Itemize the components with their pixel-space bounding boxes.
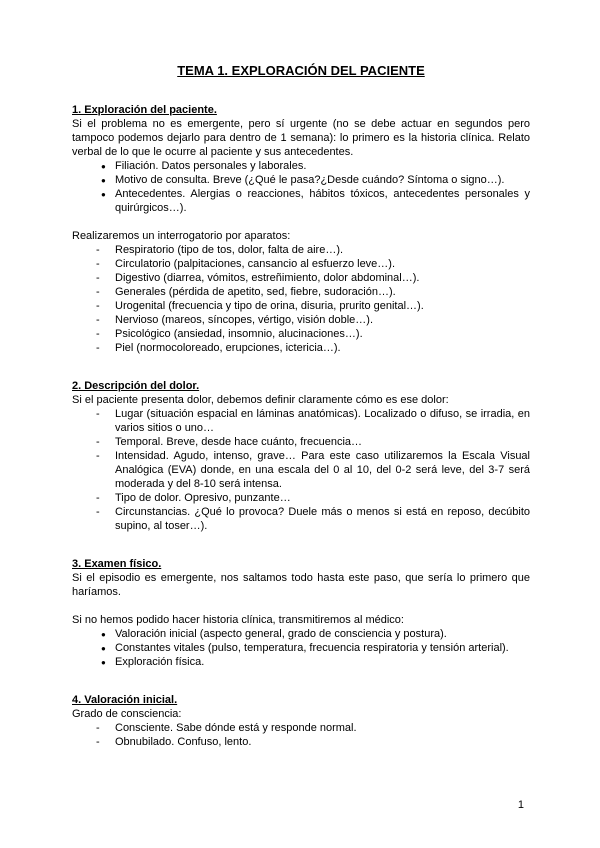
list-item: ● Constantes vitales (pulso, temperatura, frecuencia respiratoria y tensión arterial). (72, 641, 530, 655)
list-item: - Nervioso (mareos, síncopes, vértigo, visión doble…). (72, 313, 530, 327)
bullet-list (72, 627, 530, 669)
list-item: - Consciente. Sabe dónde está y responde normal. (72, 721, 530, 735)
section-examen-fisico (72, 557, 530, 669)
list-item: - Digestivo (diarrea, vómitos, estreñimiento, dolor abdominal…). (72, 271, 530, 285)
dash-list (72, 243, 530, 355)
list-item: - Circunstancias. ¿Qué lo provoca? Duele más o menos si está en reposo, decúbito supino, al toser…). (72, 505, 530, 533)
dash-list (72, 407, 530, 533)
list-item: - Respiratorio (tipo de tos, dolor, falta de aire…). (72, 243, 530, 257)
section-heading: 1. Exploración del paciente. (72, 104, 217, 116)
document-title: TEMA 1. EXPLORACIÓN DEL PACIENTE (177, 63, 425, 78)
paragraph: Si el paciente presenta dolor, debemos definir claramente cómo es ese dolor: (72, 394, 449, 406)
section-heading: 2. Descripción del dolor. (72, 380, 200, 392)
list-item: ● Antecedentes. Alergias o reacciones, hábitos tóxicos, antecedentes personales y quirúrgicos…). (72, 187, 530, 215)
list-item: - Lugar (situación espacial en láminas anatómicas). Localizado o difuso, se irradia, en varios sitios o uno… (72, 407, 530, 435)
paragraph: Grado de consciencia: (72, 708, 182, 720)
bullet-list (72, 159, 530, 215)
list-item: - Temporal. Breve, desde hace cuánto, frecuencia… (72, 435, 530, 449)
list-item: ● Valoración inicial (aspecto general, grado de consciencia y postura). (72, 627, 530, 641)
list-item: - Psicológico (ansiedad, insomnio, alucinaciones…). (72, 327, 530, 341)
section-heading: 3. Examen físico. (72, 558, 162, 570)
list-item: - Obnubilado. Confuso, lento. (72, 735, 530, 749)
list-item: ● Motivo de consulta. Breve (¿Qué le pasa?¿Desde cuándo? Síntoma o signo…). (72, 173, 530, 187)
section-heading: 4. Valoración inicial. (72, 694, 178, 706)
list-item: - Piel (normocoloreado, erupciones, ictericia…). (72, 341, 530, 355)
section-descripcion-del-dolor (72, 379, 530, 533)
dash-list (72, 721, 530, 749)
list-item: - Tipo de dolor. Opresivo, punzante… (72, 491, 530, 505)
list-item: - Generales (pérdida de apetito, sed, fiebre, sudoración…). (72, 285, 530, 299)
list-item: - Intensidad. Agudo, intenso, grave… Para este caso utilizaremos la Escala Visual Analógica (EVA) donde, en una escala del 0 al 10, del 0-2 será leve, del 3-7 será moderada y del 8-10 será intensa. (72, 449, 530, 491)
list-item: - Urogenital (frecuencia y tipo de orina, disuria, prurito genital…). (72, 299, 530, 313)
section-exploracion-del-paciente (72, 103, 530, 355)
page-number: 1 (517, 799, 524, 811)
paragraph: Si el problema no es emergente, pero sí urgente (no se debe actuar en segundos pero tampoco podemos dejarlo para dentro de 1 semana): lo primero es la historia clínica. Relato verbal de lo que le ocurre al paciente y sus antecedentes. (72, 118, 530, 158)
list-item: ● Filiación. Datos personales y laborales. (72, 159, 530, 173)
paragraph: Realizaremos un interrogatorio por aparatos: (72, 230, 291, 242)
list-item: ● Exploración física. (72, 655, 530, 669)
paragraph: Si no hemos podido hacer historia clínica, transmitiremos al médico: (72, 614, 404, 626)
section-valoracion-inicial (72, 693, 530, 749)
list-item: - Circulatorio (palpitaciones, cansancio al esfuerzo leve…). (72, 257, 530, 271)
paragraph: Si el episodio es emergente, nos saltamos todo hasta este paso, que sería lo primero que haríamos. (72, 572, 530, 598)
